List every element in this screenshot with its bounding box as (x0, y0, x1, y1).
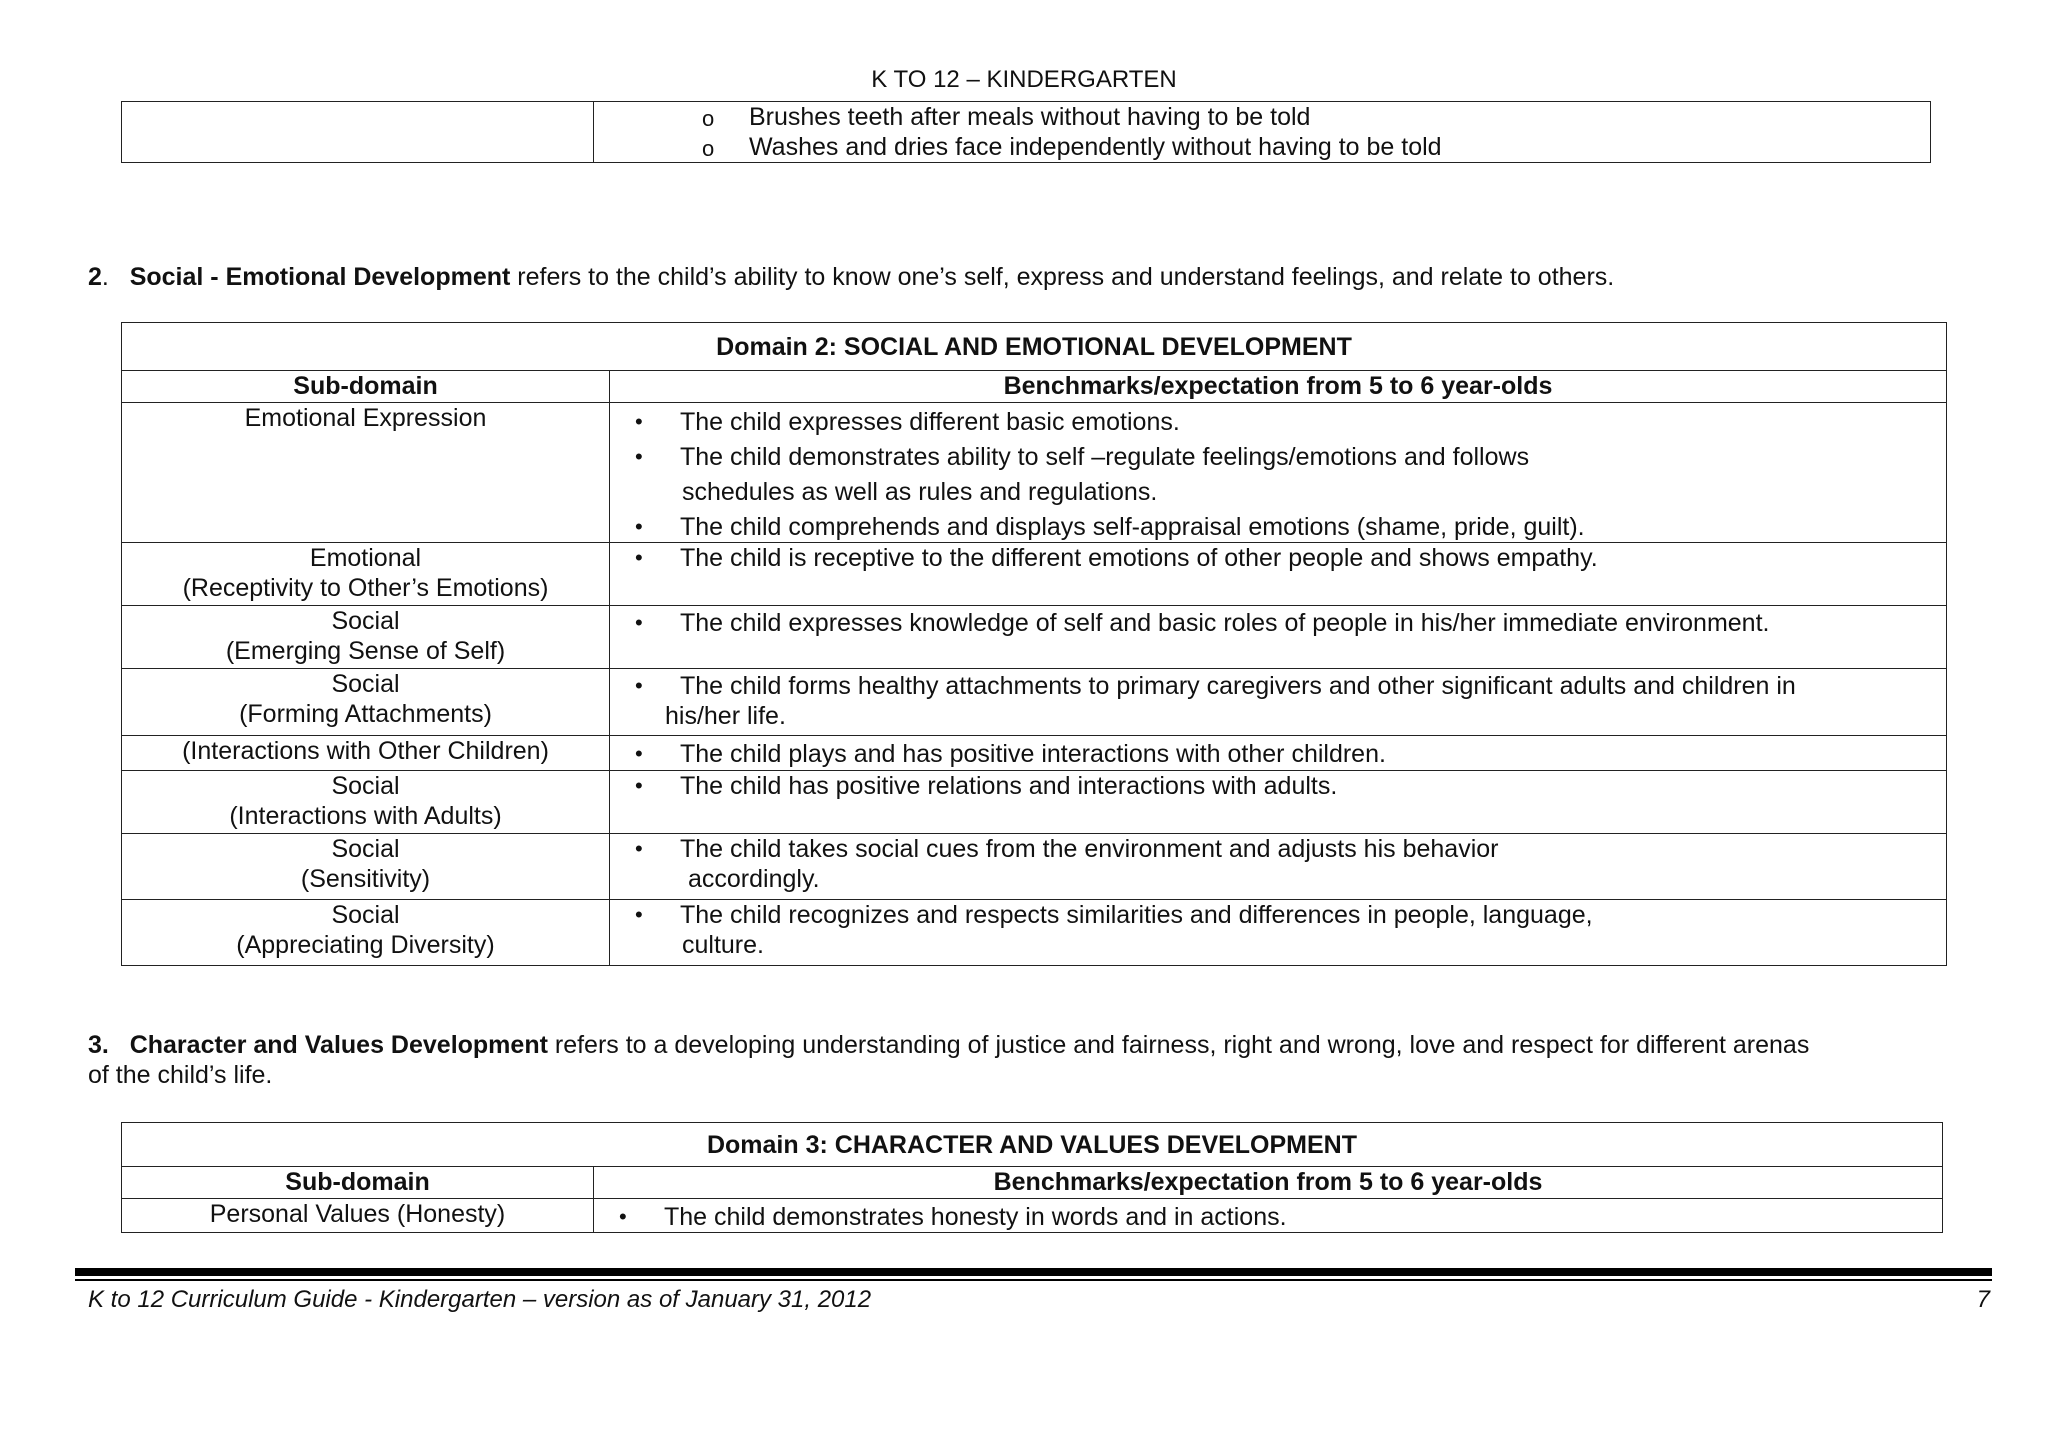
section-3-paragraph: 3. Character and Values Development refers to a developing understanding of justice and fairness, right and wrong, love and respect for different arenas of the child’s life. (88, 1031, 1810, 1089)
bullet-icon: • (635, 673, 643, 698)
domain-title: Domain 2: SOCIAL AND EMOTIONAL DEVELOPMENT (122, 323, 1947, 371)
domain-2-table (121, 322, 1947, 966)
footer-rule-thin (75, 1279, 1992, 1281)
section-text: refers to a developing understanding of justice and fairness, right and wrong, love and respect for different arenas (547, 1031, 1810, 1059)
table-row (122, 403, 1947, 543)
benchmark-cell: • The child recognizes and respects similarities and differences in people, language, culture. (610, 900, 1947, 966)
subdomain-cell: Social (Sensitivity) (122, 834, 610, 900)
subdomain-cell: Personal Values (Honesty) (122, 1199, 594, 1233)
circle-bullet-icon: o (702, 136, 715, 161)
table-row (122, 834, 1947, 900)
footer-rule-thick (75, 1268, 1992, 1276)
table-row (122, 1199, 1943, 1233)
list-item: • The child plays and has positive interactions with other children. (635, 740, 1386, 768)
subdomain-cell: Emotional (Receptivity to Other’s Emotions) (122, 543, 610, 606)
subdomain-cell: Emotional Expression (122, 403, 610, 543)
benchmark-cell (610, 606, 1947, 669)
column-header-subdomain: Sub-domain (122, 1167, 594, 1199)
bullet-icon: • (635, 836, 643, 861)
list-item: o Brushes teeth after meals without having to be told (594, 102, 1930, 132)
table-row (122, 736, 1947, 771)
benchmark-cell (610, 543, 1947, 606)
list-item: • The child demonstrates ability to self –regulate feelings/emotions and follows (635, 443, 1530, 471)
bullet-icon: • (635, 409, 643, 434)
list-item: • The child recognizes and respects similarities and differences in people, language, (635, 901, 1593, 929)
bullet-icon: • (635, 610, 643, 635)
table-row (122, 606, 1947, 669)
list-item: • The child comprehends and displays self-appraisal emotions (shame, pride, guilt). (635, 513, 1585, 541)
bullet-icon: • (635, 444, 643, 469)
subdomain-cell: Social (Forming Attachments) (122, 669, 610, 736)
list-item: • The child expresses different basic emotions. (635, 408, 1180, 436)
bullet-icon: • (635, 741, 643, 766)
bullet-icon: • (635, 545, 643, 570)
benchmark-cell: • The child expresses different basic emotions. • The child demonstrates ability to self –regulate feelings/emotions and follows schedules as well as rules and regulations. • The child comprehends and displays self-appraisal emotions (shame, pride, guilt). (610, 403, 1947, 543)
list-item: • The child takes social cues from the environment and adjusts his behavior (635, 835, 1499, 863)
benchmark-cell: • The child takes social cues from the environment and adjusts his behavior accordingly. (610, 834, 1947, 900)
list-item: • The child expresses knowledge of self and basic roles of people in his/her immediate environment. (635, 609, 1770, 637)
list-item: • The child forms healthy attachments to primary caregivers and other significant adults and children in (635, 672, 1796, 700)
section-title: Social - Emotional Development (129, 263, 511, 291)
page-number: 7 (1976, 1286, 1990, 1313)
table-row (122, 669, 1947, 736)
section-number: 2 (88, 263, 102, 291)
bullet-icon: • (635, 902, 643, 927)
list-item: • The child has positive relations and interactions with adults. (635, 772, 1338, 800)
list-item: • The child is receptive to the different emotions of other people and shows empathy. (635, 544, 1598, 572)
subdomain-cell: Social (Appreciating Diversity) (122, 900, 610, 966)
subdomain-cell: (Interactions with Other Children) (122, 736, 610, 771)
table-row (122, 900, 1947, 966)
section-text: refers to the child’s ability to know one’s self, express and understand feelings, and relate to others. (510, 263, 1615, 291)
domain-3-table (121, 1122, 1943, 1233)
column-header-benchmarks: Benchmarks/expectation from 5 to 6 year-olds (610, 371, 1947, 403)
subdomain-cell: Social (Emerging Sense of Self) (122, 606, 610, 669)
circle-bullet-icon: o (702, 106, 715, 131)
column-header-subdomain: Sub-domain (122, 371, 610, 403)
bullet-icon: • (619, 1204, 627, 1229)
list-item: • The child demonstrates honesty in words and in actions. (619, 1203, 1287, 1231)
benchmark-cell (610, 771, 1947, 834)
list-item: o Washes and dries face independently without having to be told (594, 132, 1930, 162)
benchmark-cell: • The child forms healthy attachments to primary caregivers and other significant adults and children in his/her life. (610, 669, 1947, 736)
bullet-icon: • (635, 773, 643, 798)
grooming-cell (594, 102, 1931, 163)
benchmark-cell (594, 1199, 1943, 1233)
domain-title: Domain 3: CHARACTER AND VALUES DEVELOPMENT (122, 1123, 1943, 1167)
subdomain-cell: Social (Interactions with Adults) (122, 771, 610, 834)
page-header: K TO 12 – KINDERGARTEN (871, 66, 1177, 93)
column-header-benchmarks: Benchmarks/expectation from 5 to 6 year-olds (594, 1167, 1943, 1199)
table-row (122, 771, 1947, 834)
table-row (122, 543, 1947, 606)
top-continuation-table (121, 101, 1931, 163)
empty-cell (122, 102, 594, 163)
benchmark-cell (610, 736, 1947, 771)
page-footer: K to 12 Curriculum Guide - Kindergarten – version as of January 31, 2012 (88, 1286, 872, 1313)
section-number: 3. (88, 1031, 109, 1059)
section-title: Character and Values Development (129, 1031, 548, 1059)
bullet-icon: • (635, 514, 643, 539)
section-2-paragraph: 2. Social - Emotional Development refers to the child’s ability to know one’s self, express and understand feelings, and relate to others. (88, 263, 1615, 291)
